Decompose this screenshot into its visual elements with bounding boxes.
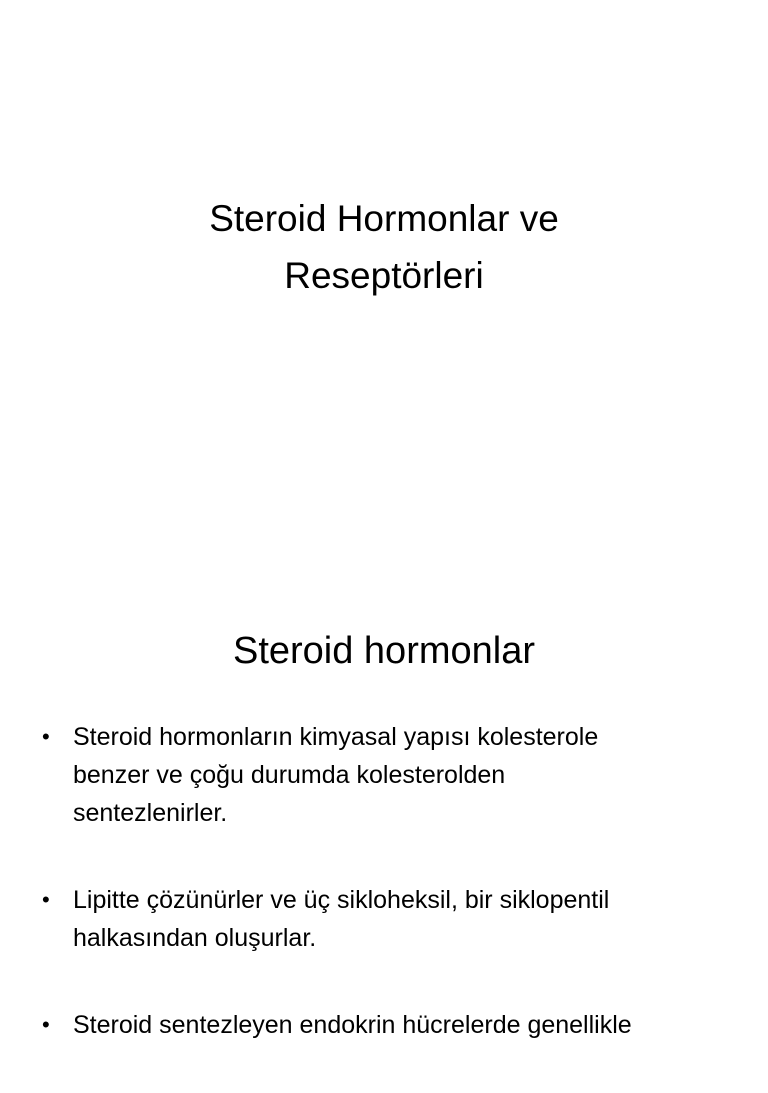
content-slide bbox=[0, 576, 768, 1039]
bullet-icon: • bbox=[42, 724, 50, 749]
bullet-item bbox=[42, 1006, 742, 1044]
bullet-text-line: sentezlenirler. bbox=[73, 799, 228, 827]
bullet-text-line: Steroid hormonların kimyasal yapısı kolesterole bbox=[73, 723, 599, 751]
bullet-item bbox=[42, 881, 742, 957]
bullet-text-line: Lipitte çözünürler ve üç sikloheksil, bir siklopentil bbox=[73, 886, 610, 914]
bullet-text-line: halkasından oluşurlar. bbox=[73, 924, 317, 952]
bullet-icon: • bbox=[42, 887, 50, 912]
slide-title bbox=[0, 190, 768, 304]
bullet-icon: • bbox=[42, 1012, 50, 1037]
bullet-list bbox=[42, 718, 742, 1093]
bullet-item bbox=[42, 718, 742, 832]
slide-title-line-2: Reseptörleri bbox=[284, 255, 484, 296]
bullet-text-line: benzer ve çoğu durumda kolesterolden bbox=[73, 761, 506, 789]
slide-title-line-1: Steroid Hormonlar ve bbox=[209, 198, 559, 239]
bullet-text-line: Steroid sentezleyen endokrin hücrelerde genellikle bbox=[73, 1011, 632, 1039]
slide-heading: Steroid hormonlar bbox=[232, 630, 536, 672]
